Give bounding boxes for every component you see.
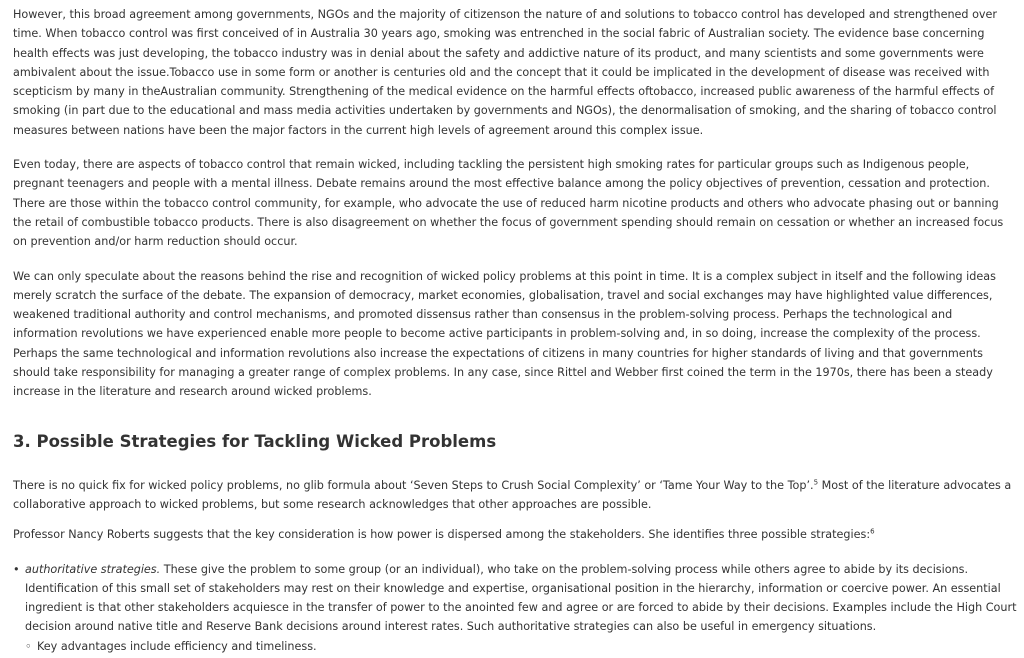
paragraph-still-wicked: Even today, there are aspects of tobacco control that remain wicked, including tackling the persistent high smoking rates for particular groups such as Indigenous people, pregnant teenagers and people with a mental illness. Debate remains around the most effective balance among the policy objectives of prevention, cessation and protection. There are those within the tobacco control community, for example, who advocate the use of reduced harm nicotine products and others who advocate phasing out or banning the retail of combustible tobacco products. There is also disagreement on whether the focus of government spending should remain on cessation or whether an increased focus on prevention and/or harm reduction should occur.: [13, 158, 1004, 249]
footnote-6-link[interactable]: 6: [870, 527, 875, 536]
paragraph-no-quick-fix: [13, 476, 1019, 515]
section-heading: 3. Possible Strategies for Tackling Wicked Problems: [13, 431, 497, 451]
roberts-text: Professor Nancy Roberts suggests that the key consideration is how power is dispersed among the stakeholders. She identifies three possible strategies:: [13, 528, 871, 542]
strategy-description: These give the problem to some group (or an individual), who take on the problem-solving process while others agree to abide by its decisions. Identification of this small set of stakeholders may rest on their knowledge and expertise, organisational position in the hierarchy, information or coercive power. An essential ingredient is that other stakeholders acquiesce in the transfer of power to the anointed few and agree or are forced to abide by their decisions. Examples include the High Court decision around native title and Reserve Bank decisions around interest rates. Such authoritative strategies can also be useful in emergency situations.: [25, 562, 1017, 634]
bullet-icon: •: [13, 562, 20, 576]
intro-text-after: Most of the literature advocates a collaborative approach to wicked problems, but some research acknowledges that other approaches are possible.: [13, 478, 1012, 511]
paragraph-speculation: We can only speculate about the reasons behind the rise and recognition of wicked policy problems at this point in time. It is a complex subject in itself and the following ideas merely scratch the surface of the debate. The expansion of democracy, market economies, globalisation, travel and social exchanges may have highlighted value differences, weakened traditional authority and control mechanisms, and promoted dissensus rather than consensus in the problem-solving process. Perhaps the technological and information revolutions we have experienced enable more people to become active participants in problem-solving and, in so doing, increase the complexity of the process. Perhaps the same technological and information revolutions also increase the expectations of citizens in many countries for higher standards of living and that governments should take responsibility for managing a greater range of complex problems. In any case, since Rittel and Webber first coined the term in the 1970s, there has been a steady increase in the literature and research around wicked problems.: [13, 269, 996, 399]
sub-point-text: Key advantages include efficiency and timeliness.: [37, 639, 317, 653]
paragraph-roberts: [13, 525, 1019, 544]
strategy-term: authoritative strategies.: [25, 562, 161, 576]
paragraph-agreement: However, this broad agreement among governments, NGOs and the majority of citizenson the nature of and solutions to tobacco control has developed and strengthened over time. When tobacco control was first conceived of in Australia 30 years ago, smoking was entrenched in the social fabric of Australian society. The evidence base concerning health effects was just developing, the tobacco industry was in denial about the safety and addictive nature of its product, and many scientists and some governments were ambivalent about the issue.Tobacco use in some form or another is centuries old and the concept that it could be implicated in the development of disease was received with scepticism by many in theAustralian community. Strengthening of the medical evidence on the harmful effects oftobacco, increased public awareness of the harmful effects of smoking (in part due to the educational and mass media activities undertaken by governments and NGOs), the denormalisation of smoking, and the sharing of tobacco control measures between nations have been the major factors in the current high levels of agreement around this complex issue.: [13, 8, 998, 137]
strategy-list: [13, 560, 1019, 656]
sub-list-item: [25, 637, 1019, 656]
document-body: [13, 5, 1019, 656]
list-item-authoritative: [13, 560, 1019, 656]
circle-bullet-icon: ◦: [25, 639, 32, 653]
strategy-sub-list: [25, 637, 1019, 656]
footnote-5-link[interactable]: 5: [813, 477, 819, 486]
intro-text: There is no quick fix for wicked policy problems, no glib formula about ‘Seven Steps to Crush Social Complexity’ or ‘Tame Your Way to the Top’.: [13, 478, 814, 492]
